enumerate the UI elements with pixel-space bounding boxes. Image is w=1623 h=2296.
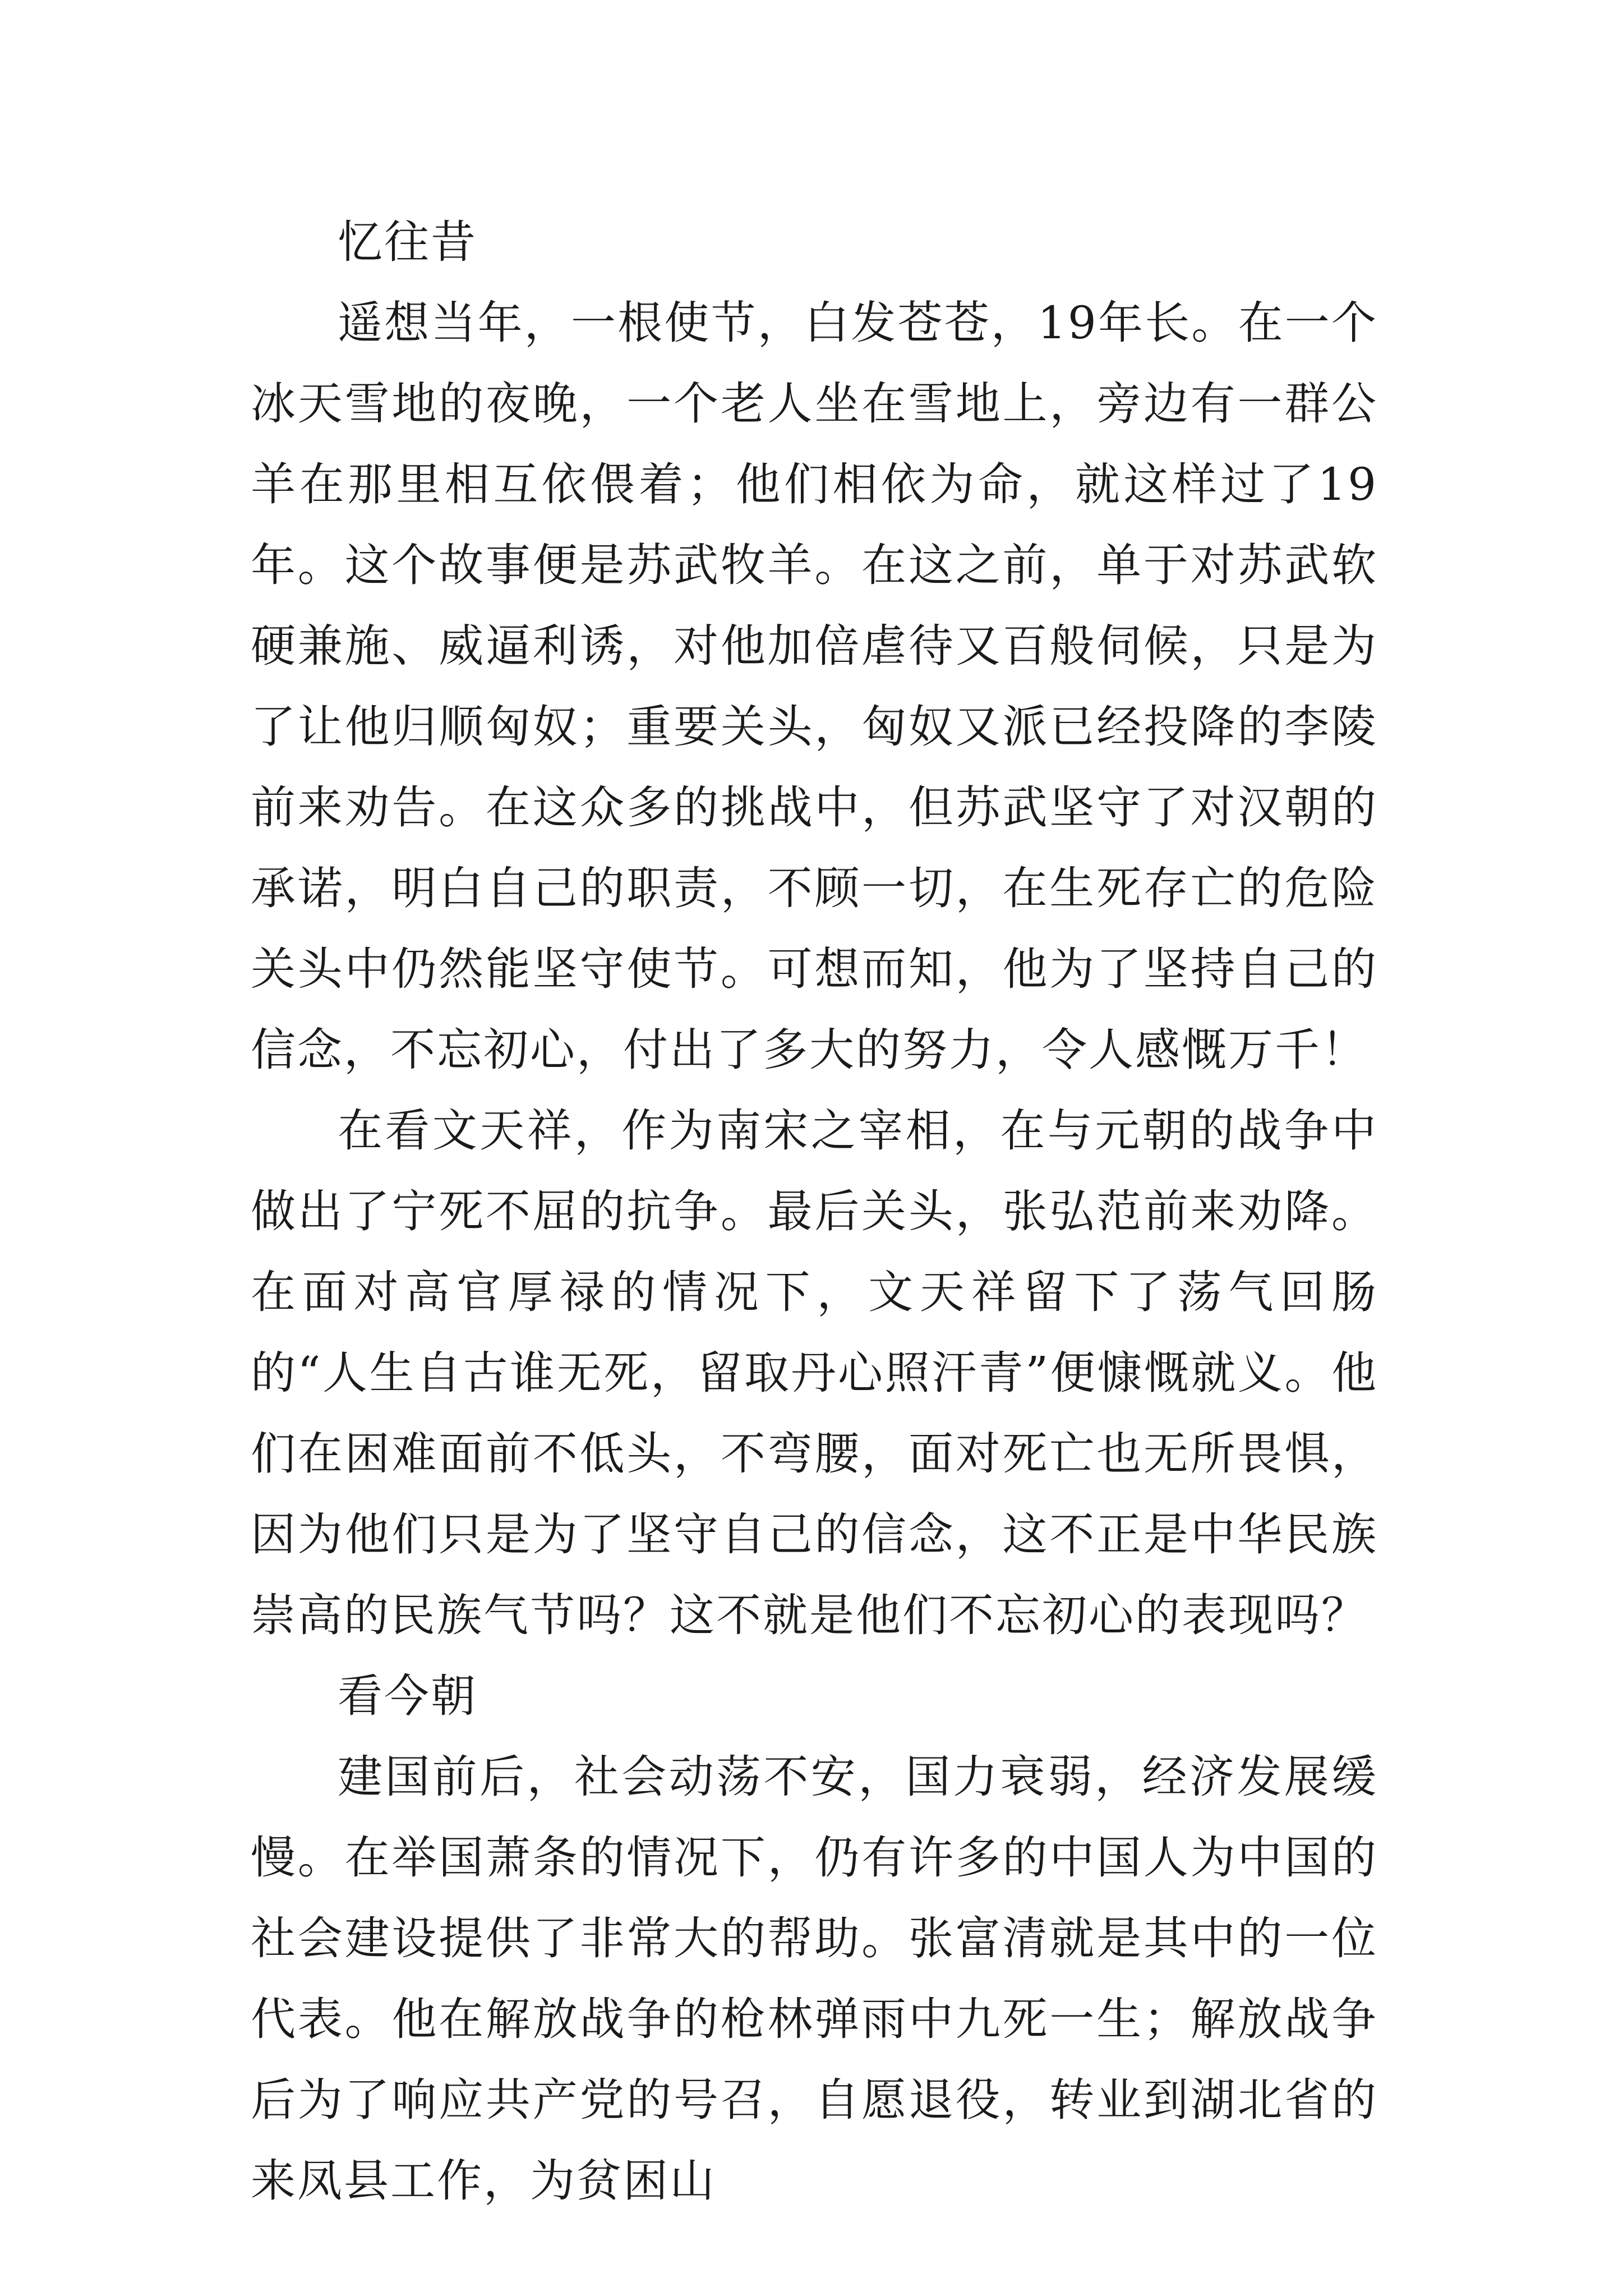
document-body: [251, 202, 1378, 2221]
section-heading-past: 忆往昔: [338, 216, 477, 268]
paragraph-zhangfuqing: 建国前后，社会动荡不安，国力衰弱，经济发展缓慢。在举国萧条的情况下，仍有许多的中国人为中国的社会建设提供了非常大的帮助。张富清就是其中的一位代表。他在解放战争的枪林弹雨中九死一生；解放战争后为了响应共产党的号召，自愿退役，转业到湖北省的来凤县工作，为贫困山: [251, 1751, 1378, 2207]
paragraph-suwu: 遥想当年，一根使节，白发苍苍，19年长。在一个冰天雪地的夜晚，一个老人坐在雪地上，旁边有一群公羊在那里相互依偎着；他们相依为命，就这样过了19年。这个故事便是苏武牧羊。在这之前，单于对苏武软硬兼施、威逼利诱，对他加倍虐待又百般伺候，只是为了让他归顺匈奴；重要关头，匈奴又派已经投降的李陵前来劝告。在这众多的挑战中，但苏武坚守了对汉朝的承诺，明白自己的职责，不顾一切，在生死存亡的危险关头中仍然能坚守使节。可想而知，他为了坚持自己的信念，不忘初心，付出了多大的努力，令人感慨万千！: [251, 297, 1378, 1076]
section-heading-present: 看今朝: [338, 1670, 477, 1722]
paragraph-wentianxiang: 在看文天祥，作为南宋之宰相，在与元朝的战争中做出了宁死不屈的抗争。最后关头，张弘范前来劝降。在面对高官厚禄的情况下，文天祥留下了荡气回肠的“人生自古谁无死，留取丹心照汗青”便慷慨就义。他们在困难面前不低头，不弯腰，面对死亡也无所畏惧，因为他们只是为了坚守自己的信念，这不正是中华民族崇高的民族气节吗？这不就是他们不忘初心的表现吗？: [251, 1105, 1378, 1641]
